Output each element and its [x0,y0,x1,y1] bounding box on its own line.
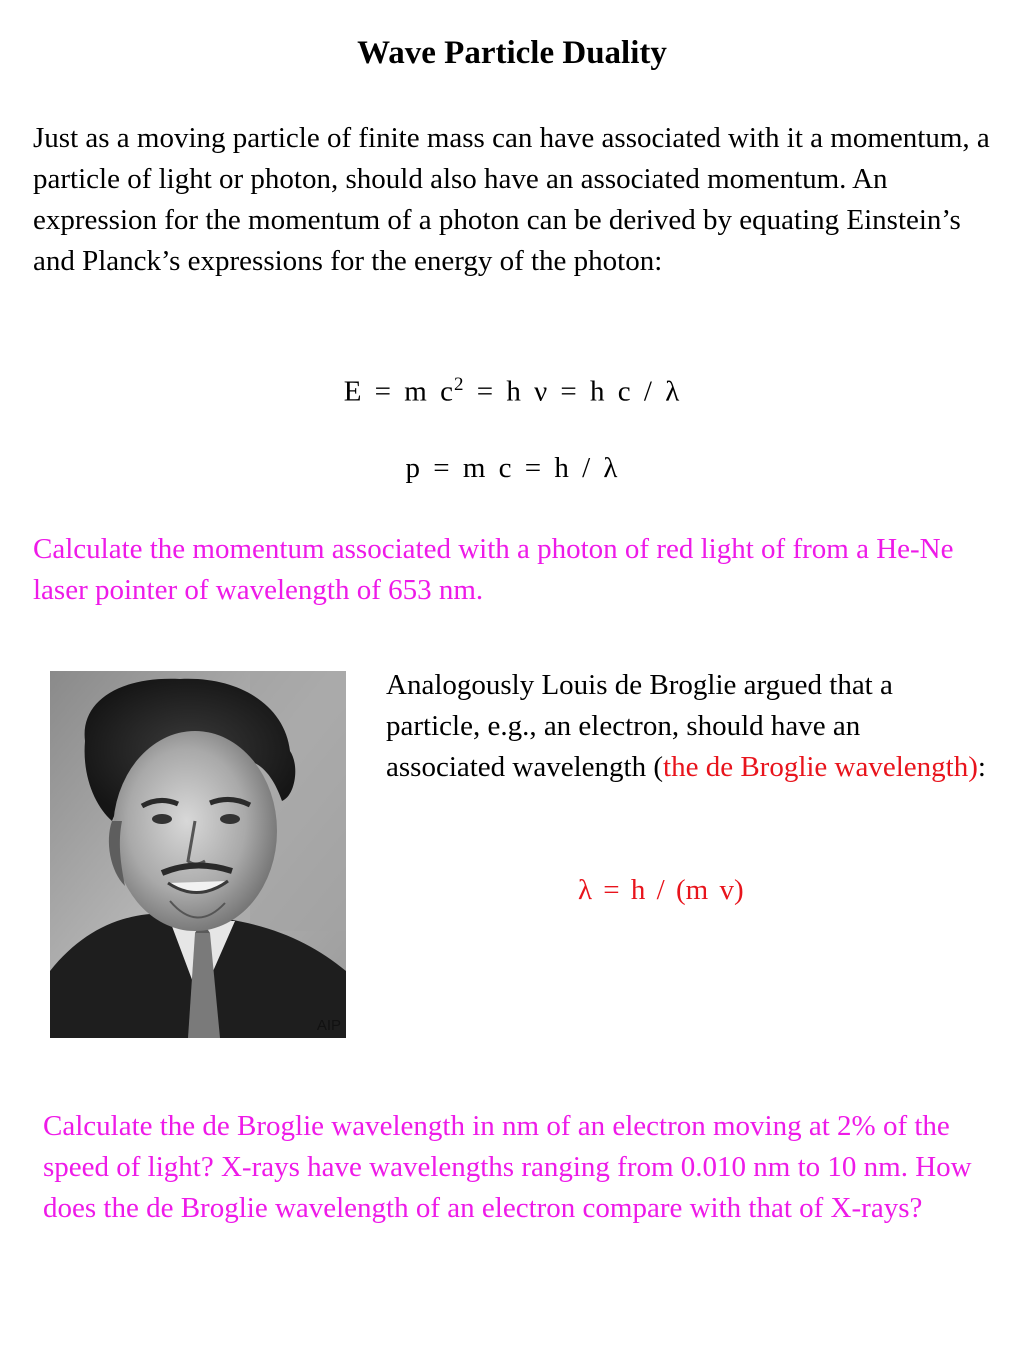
energy-equation-left: E = m c [343,375,454,408]
photo-credit: AIP [316,1017,341,1034]
electron-wavelength-question: Calculate the de Broglie wavelength in nm of an electron moving at 2% of the speed of light? X-rays have wavelengths ranging from 0.010 nm to 10 nm. How does the de Broglie wavelength of an electron compare with that of X-rays? [43,1110,972,1224]
page-title: Wave Particle Duality [357,35,667,71]
de-broglie-highlight: the de Broglie wavelength) [663,751,978,783]
energy-equation-exponent: 2 [453,374,465,395]
de-broglie-portrait [50,671,346,1038]
intro-paragraph: Just as a moving particle of finite mass can have associated with it a momentum, a particle of light or photon, should also have an associated momentum. An expression for the momentum of a photon can be derived by equating Einstein’s and Planck’s expressions for the energy of the photon: [33,122,990,277]
de-broglie-text: Analogously Louis de Broglie argued that a particle, e.g., an electron, should have an associated wavelength ( [386,669,893,783]
energy-equation [0,365,1024,412]
de-broglie-colon: : [977,751,986,783]
energy-equation-right: = h ν = h c / λ [464,375,681,408]
de-broglie-equation: λ = h / (m v) [578,874,744,906]
de-broglie-paragraph [386,665,986,788]
photon-momentum-question: Calculate the momentum associated with a photon of red light of from a He-Ne laser pointer of wavelength of 653 nm. [33,533,954,606]
momentum-equation: p = m c = h / λ [405,452,619,484]
